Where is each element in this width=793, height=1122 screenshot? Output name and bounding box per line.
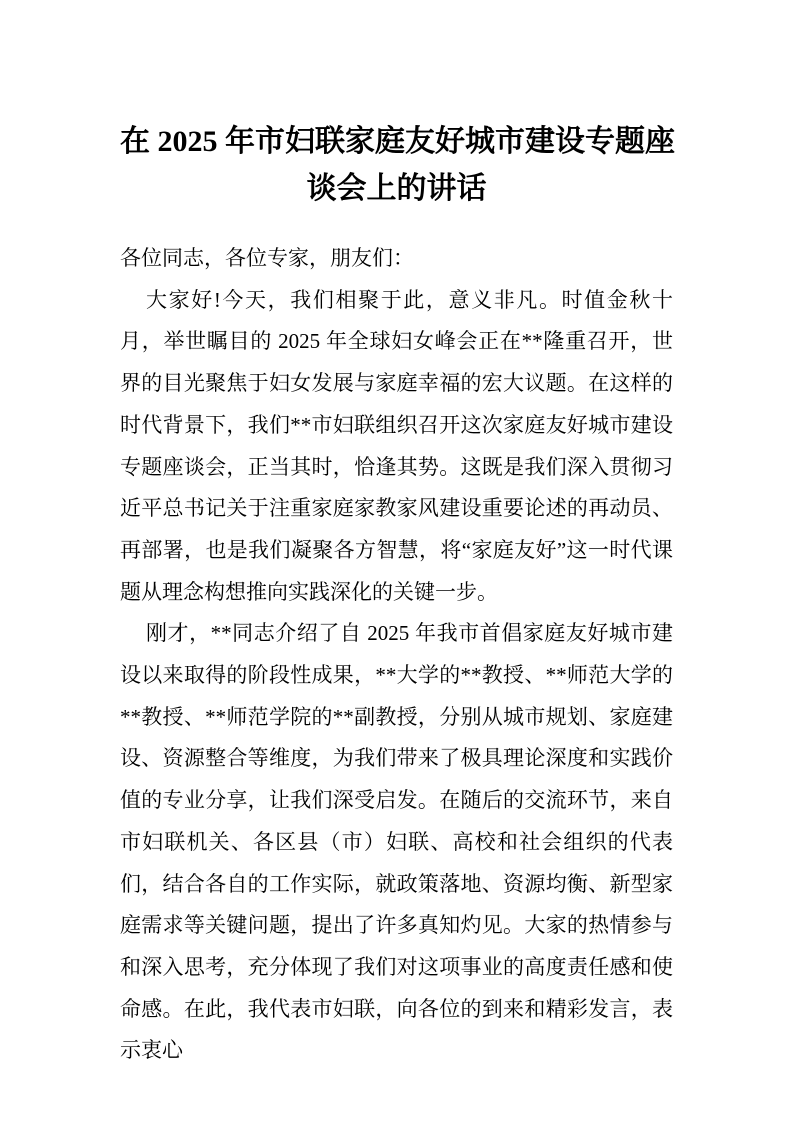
document-title-line-2: 谈会上的讲话 <box>306 172 487 205</box>
salutation-line: 各位同志，各位专家，朋友们： <box>120 246 414 270</box>
paragraph-opening: 大家好!今天，我们相聚于此，意义非凡。时值金秋十月，举世瞩目的 2025 年全球妇女峰会正在**隆重召开，世界的目光聚焦于妇女发展与家庭幸福的宏大议题。在这样的时代背景下，我们**市妇联组织召开这次家庭友好城市建设专题座谈会，正当其时，恰逢其势。这既是我们深入贯彻习近平总书记关于注重家庭家教家风建设重要论述的再动员、再部署，也是我们凝聚各方智慧，将“家庭友好”这一时代课题从理念构想推向实践深化的关键一步。 <box>120 287 673 604</box>
document-body <box>120 238 673 1072</box>
paragraph-summary: 刚才，**同志介绍了自 2025 年我市首倡家庭友好城市建设以来取得的阶段性成果，**大学的**教授、**师范大学的**教授、**师范学院的**副教授，分别从城市规划、家庭建设、资源整合等维度，为我们带来了极具理论深度和实践价值的专业分享，让我们深受启发。在随后的交流环节，来自市妇联机关、各区县（市）妇联、高校和社会组织的代表们，结合各自的工作实际，就政策落地、资源均衡、新型家庭需求等关键问题，提出了许多真知灼见。大家的热情参与和深入思考，充分体现了我们对这项事业的高度责任感和使命感。在此，我代表市妇联，向各位的到来和精彩发言，表示衷心 <box>120 621 673 1063</box>
document-title <box>120 118 673 212</box>
document-title-line-1: 在 2025 年市妇联家庭友好城市建设专题座 <box>120 125 675 158</box>
